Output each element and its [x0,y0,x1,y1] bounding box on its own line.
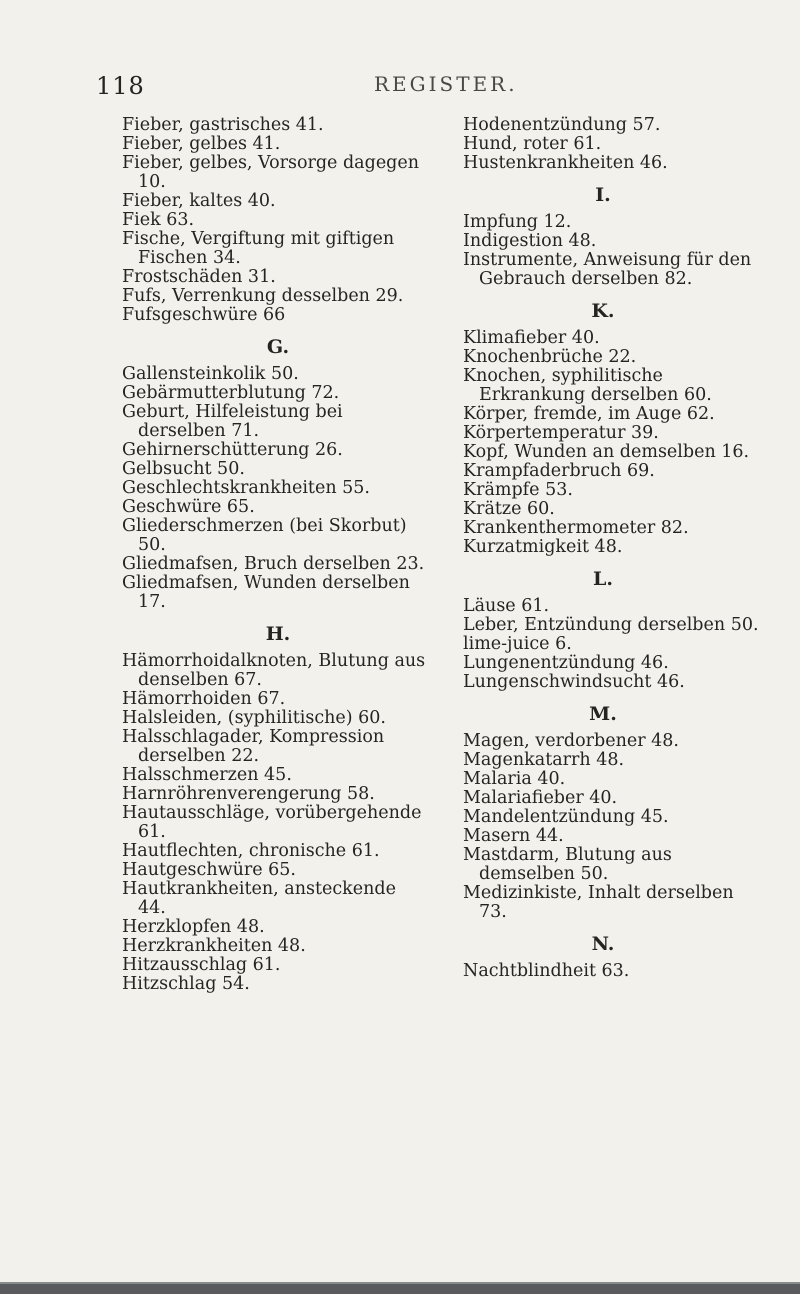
section-letter-n: N. [591,933,615,955]
index-entry: Masern 44. [463,826,564,846]
section-letter-i: I. [595,184,611,206]
index-entry: Nachtblindheit 63. [463,961,630,981]
index-entry: Hautgeschwüre 65. [122,860,296,880]
section-letter-k: K. [591,300,615,322]
index-entry: Fiek 63. [122,210,195,230]
index-entry: Knochenbrüche 22. [463,347,637,367]
index-entry: Geschwüre 65. [122,497,255,517]
index-entry: Halsschlagader, Kompression derselben 22. [122,727,385,766]
index-entry: Herzklopfen 48. [122,917,265,937]
index-entry: Fieber, kaltes 40. [122,191,276,211]
index-column-right [463,116,763,981]
running-head: REGISTER. [374,72,518,96]
index-entry: Geschlechtskrankheiten 55. [122,478,370,498]
entry-group-h [122,652,428,994]
index-entry: Malariafieber 40. [463,788,618,808]
index-entry: Gliedmafsen, Bruch derselben 23. [122,554,425,574]
index-entry: Hautkrankheiten, ansteckende 44. [122,879,396,918]
entry-group-i [463,213,763,289]
index-entry: Mastdarm, Blutung aus demselben 50. [463,845,672,884]
index-entry: Knochen, syphilitische Erkrankung derselben 60. [463,366,712,405]
index-entry: Gelbsucht 50. [122,459,245,479]
index-entry: Fische, Vergiftung mit giftigen Fischen 34. [122,229,395,268]
index-entry: Halsleiden, (syphilitische) 60. [122,708,386,728]
section-letter-g: G. [266,336,290,358]
index-entry: Hodenentzündung 57. [463,115,661,135]
index-entry: Hämorrhoidalknoten, Blutung aus denselben 67. [122,651,426,690]
page-number: 118 [96,72,145,100]
index-entry: Geburt, Hilfeleistung bei derselben 71. [122,402,343,441]
index-entry: Krätze 60. [463,499,555,519]
index-entry: Körpertemperatur 39. [463,423,659,443]
index-entry: Magenkatarrh 48. [463,750,625,770]
index-entry: Krämpfe 53. [463,480,573,500]
index-entry: Fufsgeschwüre 66 [122,305,286,325]
index-entry: Gebärmutterblutung 72. [122,383,340,403]
index-entry: Krampfaderbruch 69. [463,461,655,481]
index-entry: Fufs, Verrenkung desselben 29. [122,286,404,306]
index-column-left [122,116,428,994]
index-entry: Lungenschwindsucht 46. [463,672,685,692]
index-entry: Halsschmerzen 45. [122,765,292,785]
section-letter-h: H. [265,623,291,645]
index-entry: Instrumente, Anweisung für den Gebrauch derselben 82. [463,250,752,289]
index-entry: Fieber, gelbes 41. [122,134,281,154]
index-entry: Gehirnerschütterung 26. [122,440,343,460]
entry-group-g [122,365,428,612]
index-entry: Hautflechten, chronische 61. [122,841,380,861]
index-entry: Medizinkiste, Inhalt derselben 73. [463,883,734,922]
index-entry: lime-juice 6. [463,634,572,654]
index-entry: Fieber, gastrisches 41. [122,115,324,135]
index-entry: Gliedmafsen, Wunden derselben 17. [122,573,410,612]
index-entry: Kopf, Wunden an demselben 16. [463,442,750,462]
index-entry: Frostschäden 31. [122,267,276,287]
entry-group-h-continued [463,116,763,173]
index-entry: Gallensteinkolik 50. [122,364,299,384]
page-bottom-edge [0,1284,800,1294]
entry-group-m [463,732,763,922]
index-entry: Klimafieber 40. [463,328,600,348]
section-letter-m: M. [589,703,617,725]
entry-group-l [463,597,763,692]
index-entry: Hund, roter 61. [463,134,602,154]
index-entry: Kurzatmigkeit 48. [463,537,623,557]
index-entry: Malaria 40. [463,769,566,789]
entry-group-k [463,329,763,557]
index-entry: Impfung 12. [463,212,572,232]
index-entry: Hitzausschlag 61. [122,955,281,975]
index-entry: Körper, fremde, im Auge 62. [463,404,715,424]
index-entry: Läuse 61. [463,596,550,616]
index-entry: Magen, verdorbener 48. [463,731,679,751]
index-entry: Fieber, gelbes, Vorsorge dagegen 10. [122,153,420,192]
index-entry: Hämorrhoiden 67. [122,689,286,709]
entry-group-f [122,116,428,325]
index-entry: Gliederschmerzen (bei Skorbut) 50. [122,516,407,555]
index-entry: Hautausschläge, vorübergehende 61. [122,803,422,842]
index-entry: Lungenentzündung 46. [463,653,669,673]
index-entry: Herzkrankheiten 48. [122,936,306,956]
index-entry: Krankenthermometer 82. [463,518,689,538]
index-entry: Mandelentzündung 45. [463,807,669,827]
index-entry: Hustenkrankheiten 46. [463,153,668,173]
index-entry: Hitzschlag 54. [122,974,250,994]
section-letter-l: L. [593,568,613,590]
index-entry: Leber, Entzündung derselben 50. [463,615,759,635]
index-entry: Harnröhrenverengerung 58. [122,784,375,804]
entry-group-n [463,962,763,981]
index-entry: Indigestion 48. [463,231,597,251]
